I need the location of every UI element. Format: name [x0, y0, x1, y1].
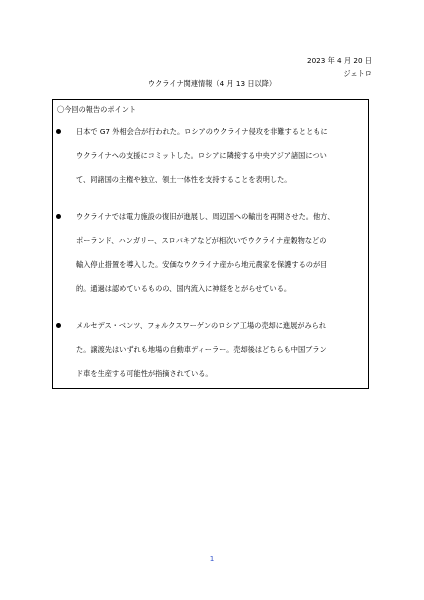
bullet-icon: [56, 129, 61, 134]
bullet-icon: [56, 214, 61, 219]
bullet-icon: [56, 323, 61, 328]
organization-name: ジェトロ: [343, 69, 372, 78]
summary-item-3-line-2: た。譲渡先はいずれも地場の自動車ディーラー。売却後はどちらも中国ブラン: [76, 345, 327, 354]
summary-heading: 〇今回の報告のポイント: [57, 105, 137, 114]
page-number: 1: [209, 554, 215, 563]
summary-item-1-line-1: 日本で G7 外相会合が行われた。ロシアのウクライナ侵攻を非難するとともに: [76, 127, 328, 136]
summary-box: [52, 99, 369, 389]
document-title: ウクライナ関連情報（4 月 13 日以降）: [147, 79, 277, 88]
summary-item-1-line-3: て、同諸国の主権や独立、領土一体性を支持することを表明した。: [76, 175, 292, 184]
summary-item-2-line-4: 的。通過は認めているものの、国内流入に神経をとがらせている。: [76, 284, 292, 293]
summary-item-3-line-3: ド車を生産する可能性が指摘されている。: [76, 369, 213, 378]
report-date: 2023 年 4 月 20 日: [307, 56, 372, 65]
summary-item-2-line-1: ウクライナでは電力施設の復旧が進展し、周辺国への輸出を再開させた。他方、: [76, 212, 335, 221]
summary-item-3-line-1: メルセデス・ベンツ、フォルクスワーゲンのロシア工場の売却に進展がみられ: [76, 321, 327, 330]
summary-item-2-line-3: 輸入停止措置を導入した。安価なウクライナ産から地元農家を保護するのが目: [76, 260, 328, 269]
summary-item-2-line-2: ポーランド、ハンガリー、スロバキアなどが相次いでウクライナ産穀物などの: [76, 236, 327, 245]
summary-item-1-line-2: ウクライナへの支援にコミットした。ロシアに隣接する中央アジア諸国につい: [76, 151, 327, 160]
